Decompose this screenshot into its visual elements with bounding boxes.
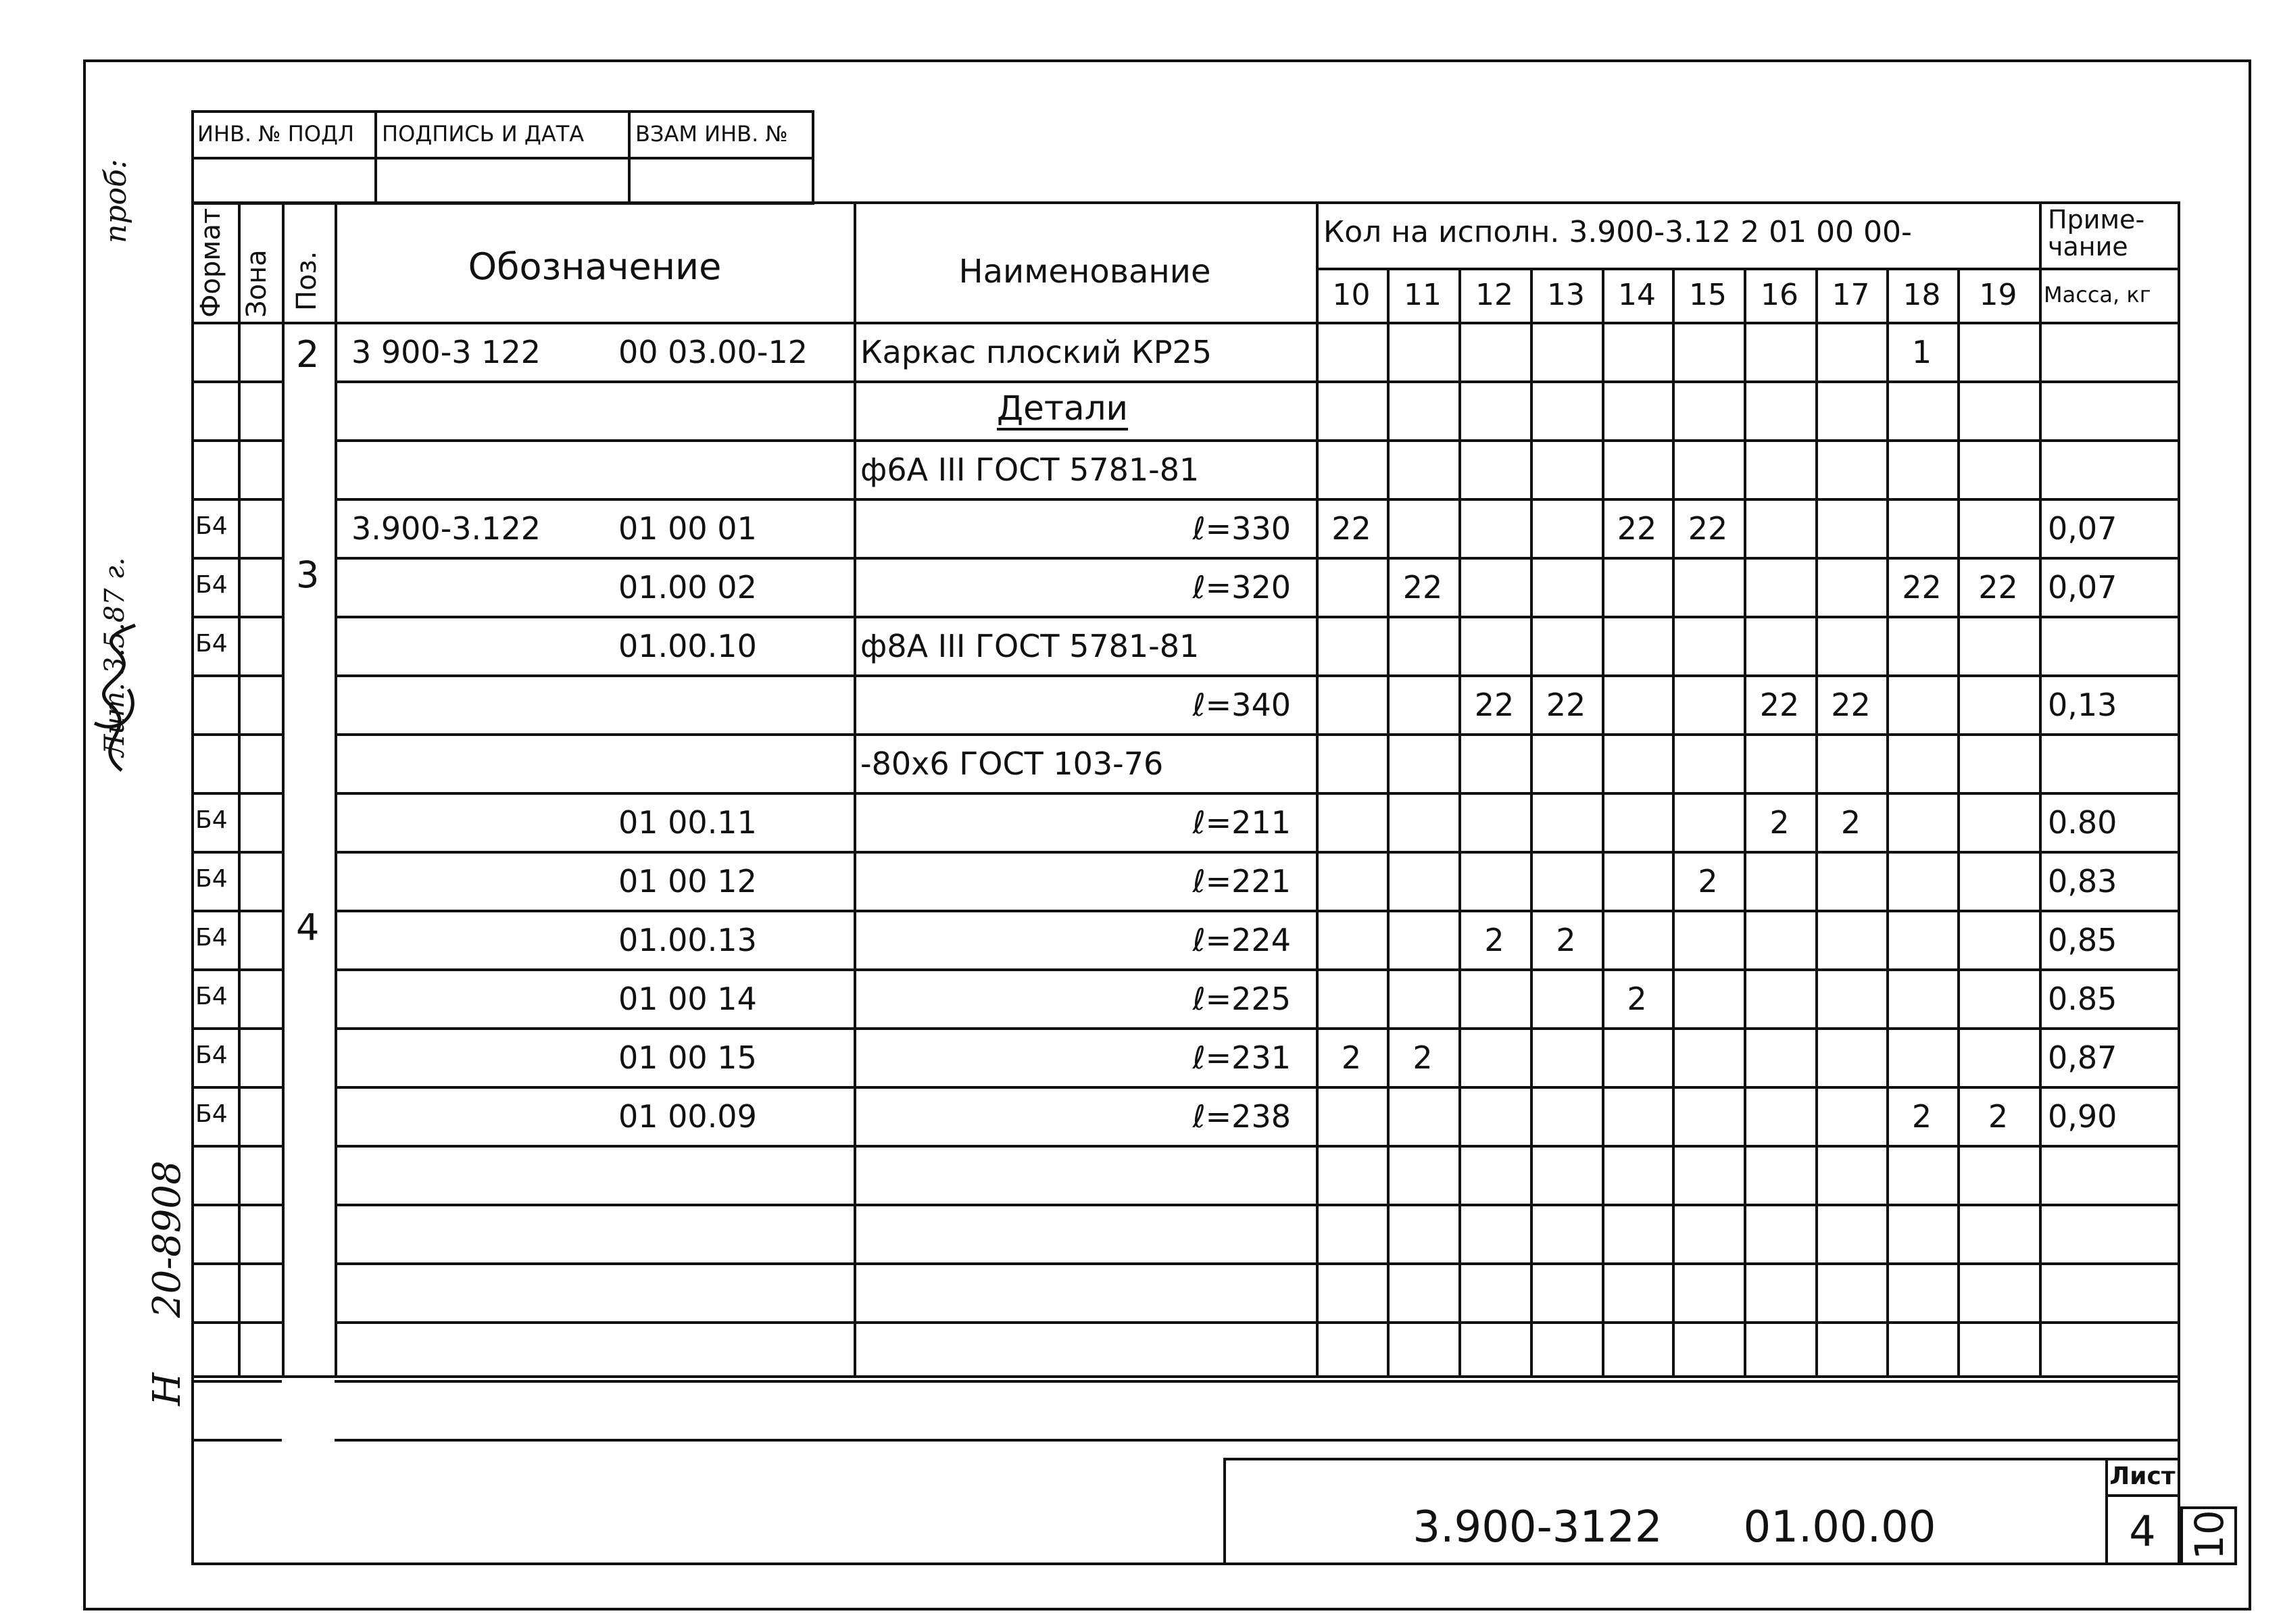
row-qty: 2 [1627,981,1647,1017]
margin-code: 20-8908 [145,1160,189,1318]
qty-col-header: 11 [1404,278,1442,312]
row-line [335,498,2180,501]
row-line [191,557,282,560]
row-format: Б4 [195,630,228,658]
row-qty: 22 [1688,510,1728,547]
row-designation-number: 01 00.09 [618,1098,757,1135]
row-qty: 2 [1484,922,1504,958]
row-qty: 22 [1831,687,1871,723]
row-name: ℓ=320 [1192,569,1291,606]
row-name: ℓ=221 [1192,863,1291,900]
row-designation-number: 01 00 14 [618,981,757,1017]
row-format: Б4 [195,983,228,1010]
row-line [191,616,282,618]
qty-col-header: 16 [1761,278,1798,312]
row-mass: 0,85 [2048,922,2117,958]
row-format: Б4 [195,1100,228,1128]
qty-col-header: 12 [1475,278,1513,312]
margin-note-top: проб: [99,159,133,243]
row-qty: 22 [1546,687,1586,723]
corner-number: 10 [2186,1510,2232,1560]
row-name: ℓ=330 [1192,510,1291,547]
sheet-label: Лист [2109,1462,2176,1490]
row-line [191,1145,282,1148]
row-designation-number: 01 00 12 [618,863,757,900]
row-line [191,439,282,442]
row-qty: 2 [1341,1039,1362,1076]
row-line [335,1262,2180,1265]
row-mass: 0,87 [2048,1039,2117,1076]
qty-col-header: 10 [1332,278,1371,312]
row-name: -80х6 ГОСТ 103-76 [860,745,1164,782]
qty-col-header: 13 [1547,278,1585,312]
margin-note-signature: Лит. 3.5.87 г. [99,557,130,757]
row-line [335,1204,2180,1206]
row-mass: 0,83 [2048,863,2117,900]
row-pos: 4 [296,906,320,949]
row-line [191,968,282,971]
row-qty: 2 [1698,863,1718,900]
row-line [335,792,2180,795]
row-line [191,380,282,383]
row-line [335,851,2180,854]
title-block [1223,1458,2180,1565]
row-line [191,1380,282,1383]
sheet-cell-line [2105,1458,2108,1565]
row-qty: 22 [1902,569,1942,606]
header-designation: Обозначение [468,245,722,288]
row-designation-number: 01.00.10 [618,628,757,664]
row-qty: 22 [1759,687,1800,723]
margin-letter: Н [145,1373,189,1406]
doc-code: 3.900-3122 [1413,1502,1663,1552]
row-format: Б4 [195,571,228,599]
row-line [335,733,2180,736]
qty-col-header: 15 [1689,278,1727,312]
row-line [335,439,2180,442]
row-designation-number: 01 00 01 [618,510,757,547]
header-pos: Поз. [291,251,322,311]
qty-col-header: 19 [1979,278,2017,312]
row-qty: 2 [1769,804,1790,841]
row-qty: 1 [1911,334,1932,370]
sheet-cell-divider [2105,1494,2180,1497]
row-qty: 2 [1413,1039,1433,1076]
stamp-swap-label: ВЗАМ ИНВ. № [635,121,788,147]
row-qty: 2 [1556,922,1576,958]
row-qty: 2 [1911,1098,1932,1135]
row-mass: 0,90 [2048,1098,2117,1135]
row-name: ℓ=224 [1192,922,1291,958]
row-format: Б4 [195,865,228,893]
row-name: Каркас плоский КР25 [860,334,1212,370]
row-mass: 0.85 [2048,981,2117,1017]
row-line [335,380,2180,383]
row-designation-number: 00 03.00-12 [618,334,808,370]
row-name: ℓ=340 [1192,687,1291,723]
row-qty: 22 [1617,510,1657,547]
row-line [335,1027,2180,1030]
row-designation-series: 3 900-3 122 [351,334,541,370]
grid-bottom-line [191,1375,2180,1378]
row-designation-series: 3.900-3.122 [351,510,541,547]
row-line [191,674,282,677]
row-section-title: Детали [997,391,1128,430]
stamp-inv-label: ИНВ. № ПОДЛ [197,121,355,147]
row-line [335,1145,2180,1148]
header-note: Приме- чание [2048,205,2145,262]
row-line [335,1086,2180,1089]
qty-col-header: 18 [1902,278,1941,312]
row-line [335,968,2180,971]
header-qty-title: Кол на исполн. 3.900-3.12 2 01 00 00- [1323,215,1912,249]
row-line [191,1204,282,1206]
doc-sheet-code: 01.00.00 [1743,1502,1936,1552]
qty-col-header: 14 [1618,278,1656,312]
header-name: Наименование [958,253,1211,291]
row-qty: 22 [1474,687,1515,723]
row-line [191,1086,282,1089]
row-name: ℓ=238 [1192,1098,1291,1135]
row-mass: 0,07 [2048,569,2117,606]
sheet-number: 4 [2129,1506,2156,1556]
header-mass: Масса, кг [2044,282,2151,307]
row-line [335,616,2180,618]
row-line [335,1380,2180,1383]
row-line [191,1321,282,1324]
row-format: Б4 [195,806,228,834]
stamp-sign-label: ПОДПИСЬ И ДАТА [382,121,585,147]
row-line [335,1439,2180,1442]
row-line [191,792,282,795]
row-pos: 2 [296,333,320,376]
row-line [191,1439,282,1442]
header-format: Формат [195,207,226,318]
row-qty: 2 [1840,804,1861,841]
row-name: ℓ=231 [1192,1039,1291,1076]
row-line [191,498,282,501]
header-zone: Зона [241,249,272,318]
row-format: Б4 [195,512,228,540]
row-pos: 3 [296,553,320,596]
row-name: ф8А III ГОСТ 5781-81 [860,628,1200,664]
row-name: ℓ=225 [1192,981,1291,1017]
row-line [191,910,282,912]
row-line [191,733,282,736]
row-format: Б4 [195,924,228,952]
row-name: ф6А III ГОСТ 5781-81 [860,451,1200,488]
row-qty: 2 [1988,1098,2009,1135]
row-format: Б4 [195,1041,228,1069]
row-line [191,1262,282,1265]
row-qty: 22 [1978,569,2018,606]
row-line [335,674,2180,677]
row-mass: 0,07 [2048,510,2117,547]
row-designation-number: 01.00 02 [618,569,757,606]
row-line [191,851,282,854]
row-line [191,1027,282,1030]
row-qty: 22 [1331,510,1371,547]
qty-col-header: 17 [1832,278,1870,312]
row-line [335,910,2180,912]
row-designation-number: 01.00.13 [618,922,757,958]
row-line [335,557,2180,560]
row-designation-number: 01 00.11 [618,804,757,841]
row-line [335,1321,2180,1324]
row-qty: 22 [1402,569,1443,606]
row-designation-number: 01 00 15 [618,1039,757,1076]
row-name: ℓ=211 [1192,804,1291,841]
row-mass: 0.80 [2048,804,2117,841]
row-mass: 0,13 [2048,687,2117,723]
